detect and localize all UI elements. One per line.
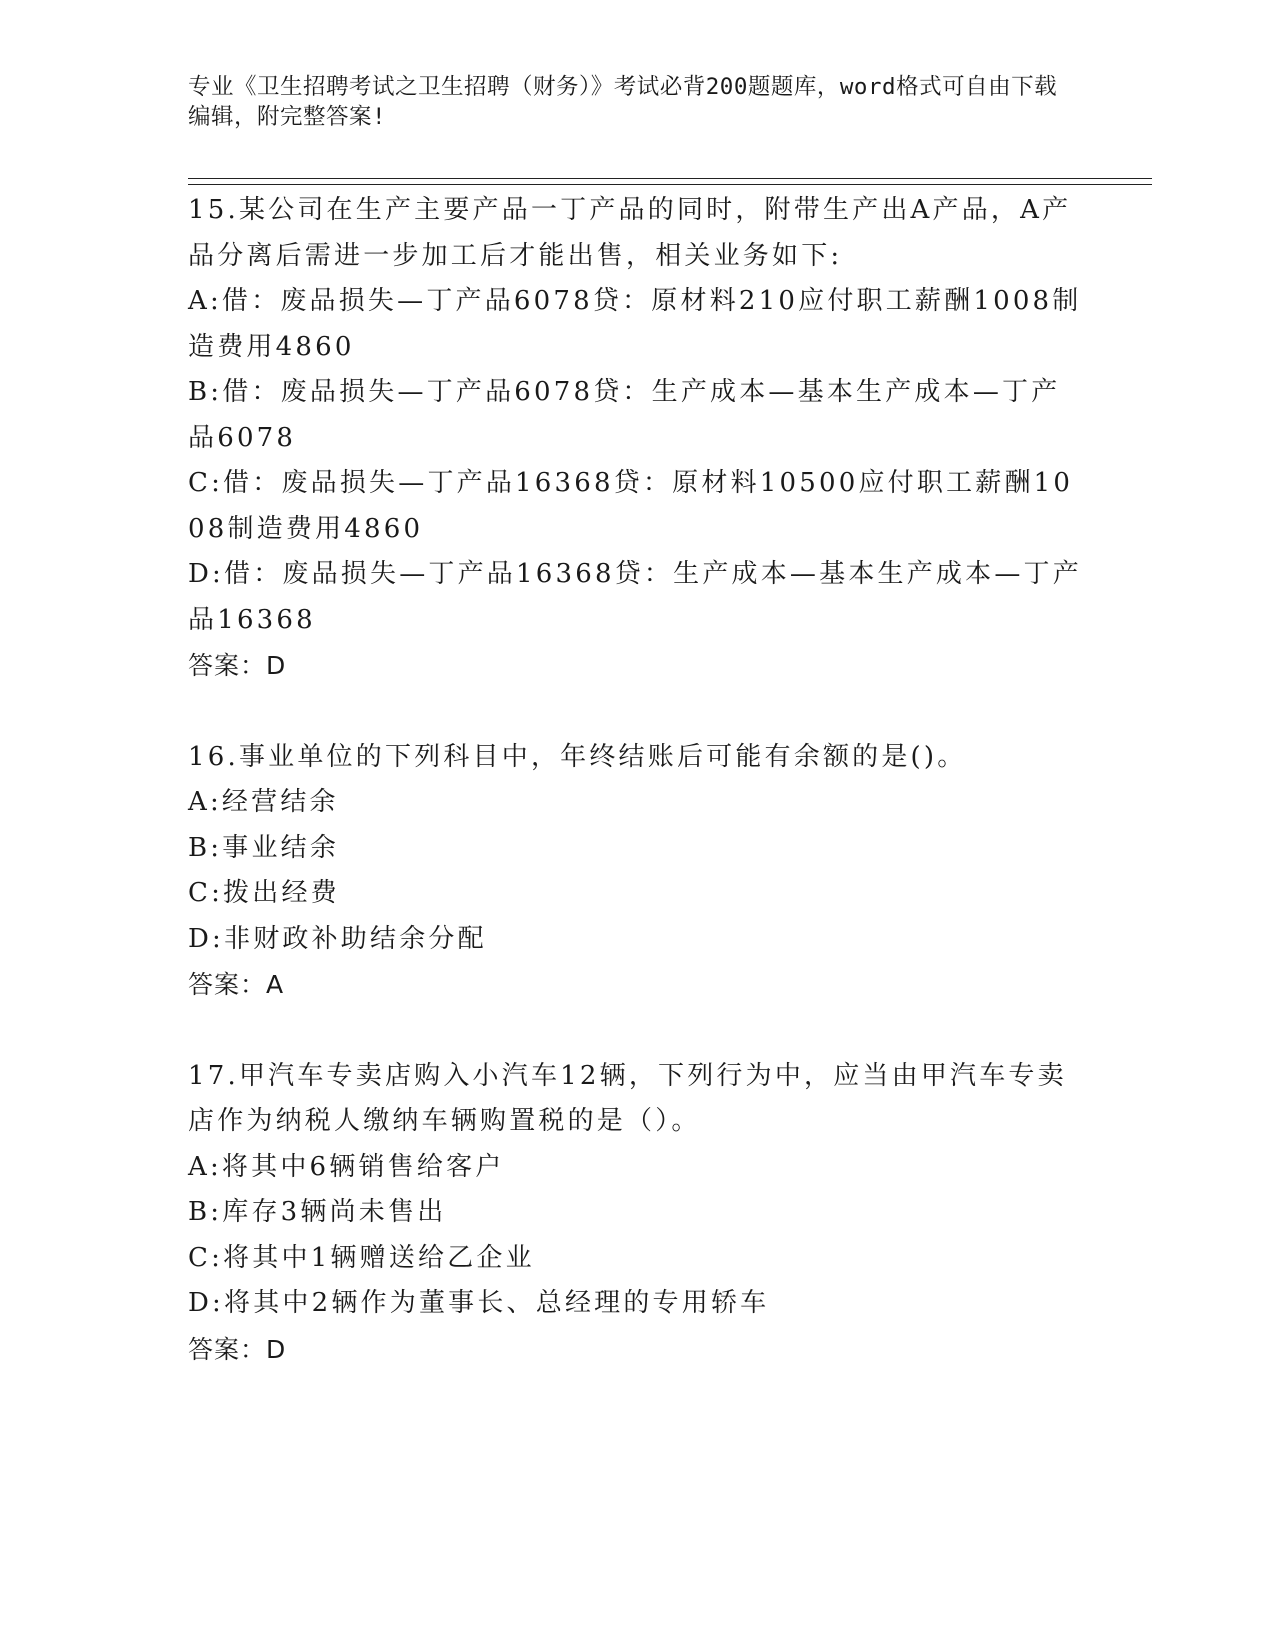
option-a: A:将其中6辆销售给客户: [188, 1151, 505, 1182]
option-a: A:经营结余: [188, 787, 339, 817]
option-d: D:非财政补助结余分配: [188, 923, 487, 954]
question-stem: 15.某公司在生产主要产品一丁产品的同时，附带生产出A产品，A产品分离后需进一步加工后才能出售，相关业务如下:: [188, 195, 1072, 271]
option-d: D:借：废品损失—丁产品16368贷：生产成本—基本生产成本—丁产品16368: [188, 559, 1082, 635]
header-rule-top: [188, 178, 1152, 179]
question-list: [188, 188, 1088, 1372]
answer-label: 答案：D: [188, 651, 287, 680]
question-spacer: [188, 1008, 1088, 1054]
option-c: C:将其中1辆赠送给乙企业: [188, 1242, 535, 1273]
question-17: [188, 1054, 1088, 1373]
question-stem: 16.事业单位的下列科目中，年终结账后可能有余额的是()。: [188, 741, 967, 772]
option-c: C:借：废品损失—丁产品16368贷：原材料10500应付职工薪酬1008制造费用4860: [188, 468, 1074, 544]
question-15: [188, 188, 1088, 689]
question-stem: 17.甲汽车专卖店购入小汽车12辆，下列行为中，应当由甲汽车专卖店作为纳税人缴纳车辆购置税的是（）。: [188, 1060, 1067, 1136]
question-16: [188, 735, 1088, 1008]
option-d: D:将其中2辆作为董事长、总经理的专用轿车: [188, 1288, 770, 1318]
question-spacer: [188, 689, 1088, 735]
option-a: A:借：废品损失—丁产品6078贷：原材料210应付职工薪酬1008制造费用4860: [188, 286, 1082, 362]
option-b: B:事业结余: [188, 832, 340, 863]
option-b: B:借：废品损失—丁产品6078贷：生产成本—基本生产成本—丁产品6078: [188, 377, 1061, 453]
answer-label: 答案：A: [188, 970, 285, 999]
document-header: 专业《卫生招聘考试之卫生招聘（财务）》考试必背200题题库，word格式可自由下载编辑，附完整答案!: [188, 74, 1058, 130]
option-b: B:库存3辆尚未售出: [188, 1197, 447, 1227]
answer-label: 答案：D: [188, 1334, 287, 1364]
option-c: C:拨出经费: [188, 878, 340, 908]
header-rule-bottom: [188, 184, 1152, 185]
